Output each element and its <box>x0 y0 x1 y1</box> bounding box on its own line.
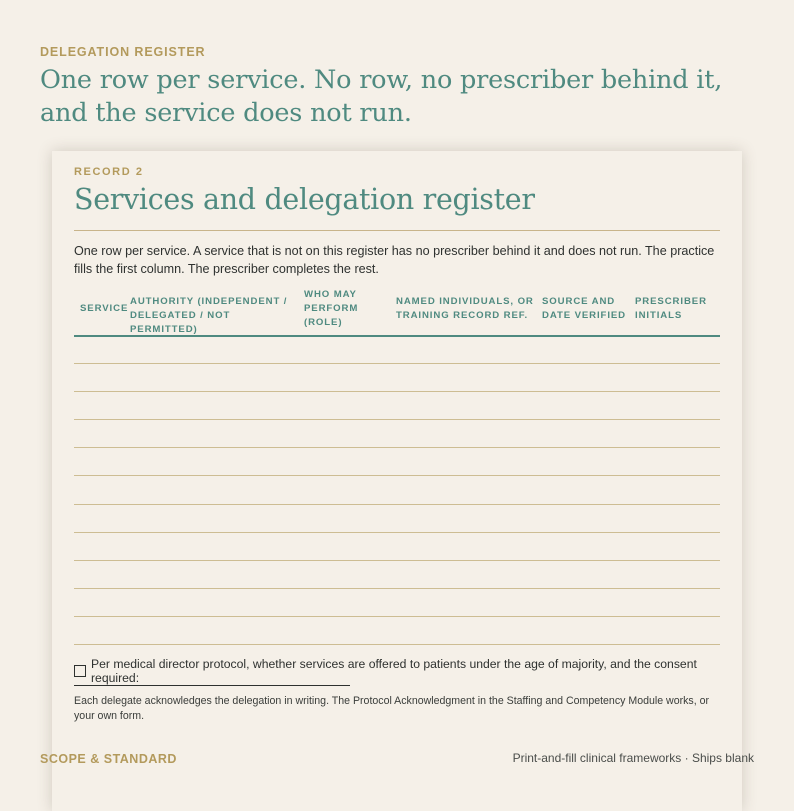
minors-consent-row <box>74 657 724 685</box>
table-row[interactable] <box>74 532 720 533</box>
form-sheet <box>52 151 742 811</box>
column-header-named-individuals: NAMED INDIVIDUALS, OR TRAINING RECORD REF. <box>396 296 534 321</box>
table-row[interactable] <box>74 391 720 392</box>
column-header-source-date: SOURCE AND DATE VERIFIED <box>542 296 627 321</box>
table-row[interactable] <box>74 447 720 448</box>
consent-answer-line[interactable] <box>74 685 350 686</box>
sheet-title: Services and delegation register <box>74 183 535 216</box>
table-row[interactable] <box>74 616 720 617</box>
table-row[interactable] <box>74 504 720 505</box>
table-row[interactable] <box>74 588 720 589</box>
column-header-prescriber-initials: PRESCRIBER INITIALS <box>635 296 707 321</box>
page-eyebrow: DELEGATION REGISTER <box>40 45 206 59</box>
footer-brand: SCOPE & STANDARD <box>40 752 177 766</box>
column-header-authority: AUTHORITY (INDEPENDENT / DELEGATED / NOT PERMITTED) <box>130 296 288 335</box>
title-divider <box>74 230 720 231</box>
table-row[interactable] <box>74 644 720 645</box>
column-header-who-may-perform: WHO MAY PERFORM (ROLE) <box>304 289 359 328</box>
page-headline: One row per service. No row, no prescriber behind it, and the service does not run. <box>40 65 723 128</box>
footer-tagline: Print-and-fill clinical frameworks · Ships blank <box>512 751 754 765</box>
minors-consent-checkbox[interactable] <box>74 665 86 677</box>
table-row[interactable] <box>74 363 720 364</box>
intro-text: One row per service. A service that is not on this register has no prescriber behind it and does not run. The practice fills the first column. The prescriber completes the rest. <box>74 244 715 276</box>
header-divider <box>74 335 720 337</box>
record-label: RECORD 2 <box>74 166 144 178</box>
table-row[interactable] <box>74 560 720 561</box>
column-header-service: SERVICE <box>80 303 129 314</box>
minors-consent-label: Per medical director protocol, whether services are offered to patients under the age of majority, and the consent required: <box>91 657 697 685</box>
table-row[interactable] <box>74 419 720 420</box>
footnote: Each delegate acknowledges the delegation in writing. The Protocol Acknowledgment in the Staffing and Competency Module works, or your own form. <box>74 695 710 722</box>
table-row[interactable] <box>74 475 720 476</box>
table-header <box>74 287 720 337</box>
